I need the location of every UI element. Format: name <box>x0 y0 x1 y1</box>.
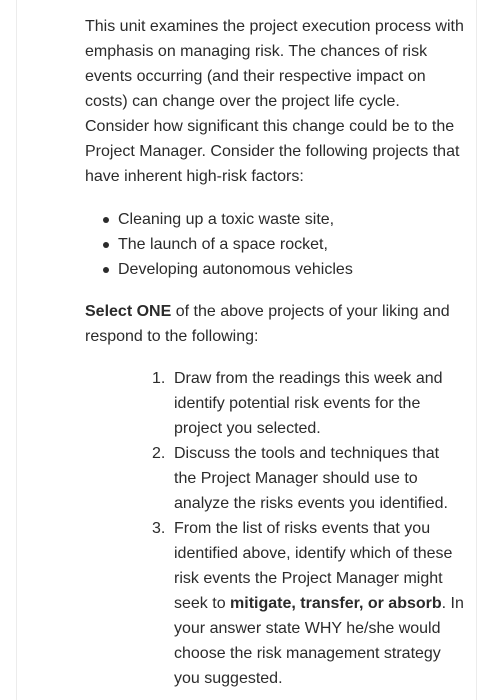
intro-paragraph: This unit examines the project execution process with emphasis on managing risk. The chances of risk events occurring (and their respective impact on costs) can change over the project life cycle. Consider how significant this change could be to the Project Manager. Consider the following projects that have inherent high-risk factors: <box>85 18 464 185</box>
task-number: 1. <box>152 370 166 387</box>
list-item-text: Cleaning up a toxic waste site, <box>118 211 335 228</box>
task-number: 2. <box>152 445 166 462</box>
project-list <box>85 207 465 282</box>
task-text-before: From the list of risks events that you identified above, identify which of these risk events the Project Manager might seek to <box>174 520 453 612</box>
page-border-right <box>476 0 477 700</box>
task-item <box>152 441 465 516</box>
task-text: Draw from the readings this week and identify potential risk events for the project you selected. <box>174 370 443 437</box>
instruction-emphasis: Select ONE <box>85 303 172 320</box>
bullet-icon <box>103 242 109 248</box>
task-emphasis: mitigate, transfer, or absorb <box>230 595 442 612</box>
list-item <box>103 207 465 232</box>
instruction-text: of the above projects of your liking and respond to the following: <box>85 303 450 345</box>
task-text-after: . In your answer state WHY he/she would choose the risk management strategy you suggested. <box>174 595 464 687</box>
task-list <box>85 366 465 691</box>
list-item-text: Developing autonomous vehicles <box>118 261 353 278</box>
page-border-left <box>16 0 17 700</box>
task-item <box>152 366 465 441</box>
bullet-icon <box>103 267 109 273</box>
task-item <box>152 516 465 691</box>
assignment-content <box>85 14 465 691</box>
task-text: Discuss the tools and techniques that the Project Manager should use to analyze the risks events you identified. <box>174 445 448 512</box>
instruction-paragraph <box>85 299 465 349</box>
list-item <box>103 257 465 282</box>
list-item <box>103 232 465 257</box>
bullet-icon <box>103 217 109 223</box>
task-number: 3. <box>152 520 166 537</box>
list-item-text: The launch of a space rocket, <box>118 236 328 253</box>
